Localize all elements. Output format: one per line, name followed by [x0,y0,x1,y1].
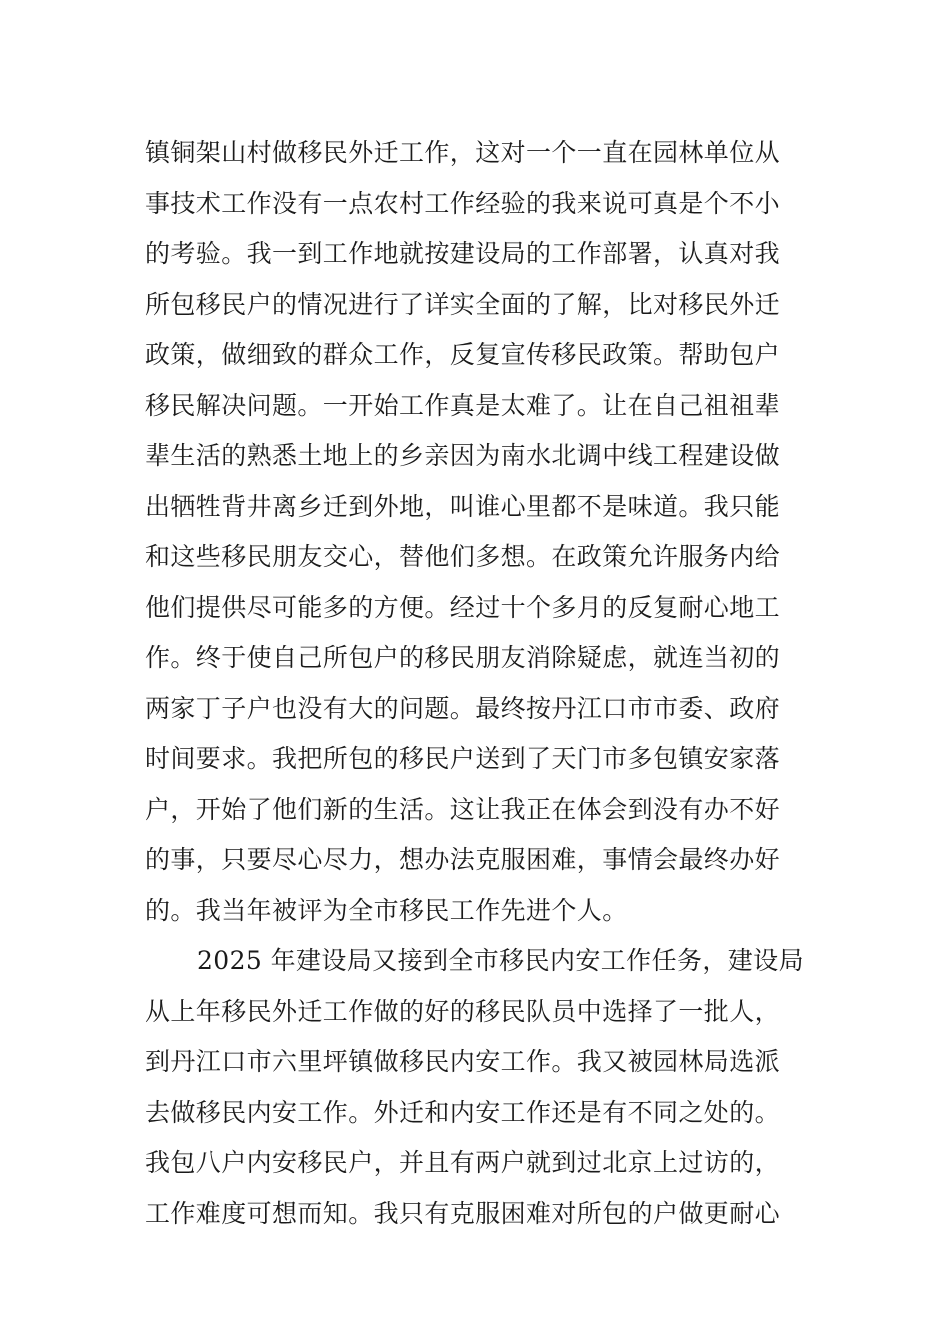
text-line: 镇铜架山村做移民外迁工作，这对一个一直在园林单位从 [145,138,781,167]
text-line: 时间要求。我把所包的移民户送到了天门市多包镇安家落 [145,744,781,773]
body-text [145,128,810,1239]
text-line: 工作难度可想而知。我只有克服困难对所包的户做更耐心 [145,1198,781,1228]
text-line: 户，开始了他们新的生活。这让我正在体会到没有办不好 [145,794,781,824]
text-line: 去做移民内安工作。外迁和内安工作还是有不同之处的。 [145,1097,781,1127]
text-line: 政策，做细致的群众工作，反复宣传移民政策。帮助包户 [145,340,781,369]
text-line: 出牺牲背井离乡迁到外地，叫谁心里都不是味道。我只能 [145,491,781,521]
text-line: 辈生活的熟悉土地上的乡亲因为南水北调中线工程建设做 [145,441,781,470]
text-line: 到丹江口市六里坪镇做移民内安工作。我又被园林局选派 [145,1047,781,1076]
text-line: 事技术工作没有一点农村工作经验的我来说可真是个不小 [145,188,781,218]
text-line: 的考验。我一到工作地就按建设局的工作部署，认真对我 [145,239,781,268]
text-line: 的事，只要尽心尽力，想办法克服困难，事情会最终办好 [145,845,781,874]
paragraph-first-line: 2025 年建设局又接到全市移民内安工作任务，建设局 [197,946,804,975]
text-line: 他们提供尽可能多的方便。经过十个多月的反复耐心地工 [145,592,781,622]
text-line: 作。终于使自己所包户的移民朋友消除疑虑，就连当初的 [145,643,781,672]
text-line: 我包八户内安移民户，并且有两户就到过北京上过访的， [145,1148,781,1177]
text-line: 移民解决问题。一开始工作真是太难了。让在自己祖祖辈 [145,390,781,420]
text-line: 和这些移民朋友交心，替他们多想。在政策允许服务内给 [145,542,781,571]
text-line: 所包移民户的情况进行了详实全面的了解，比对移民外迁 [145,289,781,319]
text-line: 的。我当年被评为全市移民工作先进个人。 [145,895,628,925]
text-line: 从上年移民外迁工作做的好的移民队员中选择了一批人， [145,996,781,1026]
text-line: 两家丁子户也没有大的问题。最终按丹江口市市委、政府 [145,693,781,723]
